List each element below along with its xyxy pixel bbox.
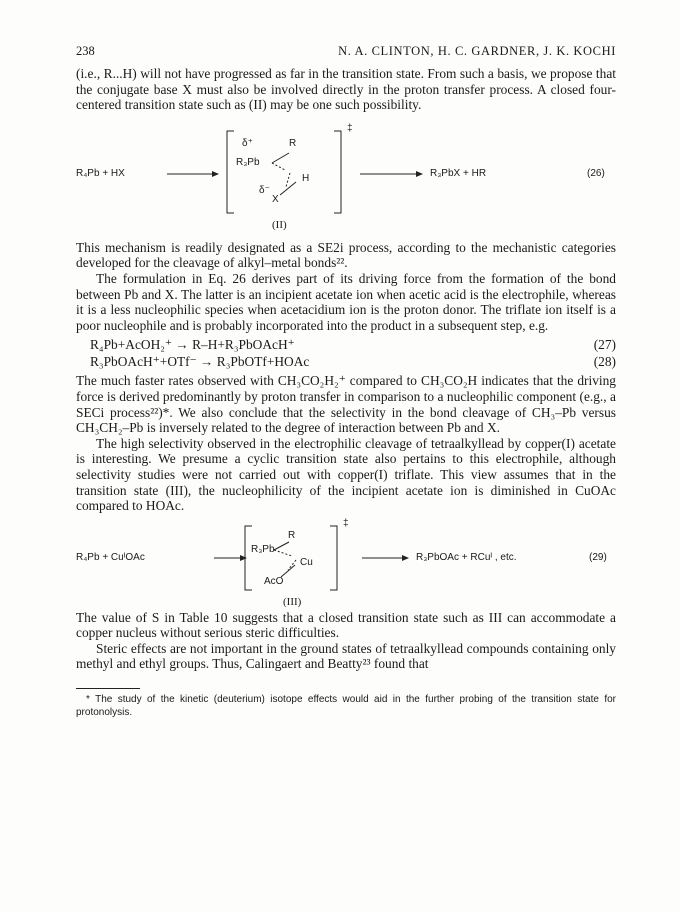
- equation-27-number: (27): [593, 337, 616, 353]
- scheme-26-dagger: ‡: [347, 122, 353, 134]
- scheme-26-h: H: [302, 172, 310, 184]
- page: [76, 44, 616, 719]
- scheme-29-cu: Cu: [300, 556, 313, 568]
- paragraph-2: This mechanism is readily designated as a SE2i process, according to the mechanistic categories developed for the cleavage of alkyl–metal bonds²².: [76, 239, 616, 271]
- page-number: 238: [76, 44, 95, 58]
- equation-28-number: (28): [593, 354, 616, 370]
- equation-27: [76, 337, 616, 354]
- scheme-26-equation-number: (26): [587, 167, 605, 179]
- scheme-26-x: X: [272, 193, 279, 205]
- equation-28: [76, 354, 616, 371]
- scheme-29-r: R: [288, 529, 296, 541]
- scheme-29-products: R₃PbOAc + RCuᴵ , etc.: [416, 551, 517, 563]
- equation-28-text: R₃PbOAcH⁺+OTf⁻ → R₃PbOTf+HOAc: [90, 354, 310, 370]
- scheme-26-r3pb: R₃Pb: [236, 156, 260, 168]
- scheme-26-delta-minus: δ⁻: [259, 184, 270, 196]
- running-header-authors: N. A. CLINTON, H. C. GARDNER, J. K. KOCHI: [338, 44, 616, 58]
- paragraph-6: The value of S in Table 10 suggests that a closed transition state such as III can accommodate a copper nucleus without serious steric difficulties.: [76, 609, 616, 641]
- scheme-29-label: (III): [283, 595, 302, 608]
- scheme-26-reactants: R₄Pb + HX: [76, 167, 125, 179]
- paragraph-3: The formulation in Eq. 26 derives part of its driving force from the formation of the bond between Pb and X. The latter is an incipient acetate ion when acetic acid is the electrophile, whereas it is a less nucleophilic species when acetacidium ion is the proton donor. The triflate ion itself is a poor nucleophile and is probably incorporated into the product in a subsequent step, e.g.: [76, 270, 616, 333]
- equation-27-text: R₄Pb+AcOH₂⁺ → R–H+R₃PbOAcH⁺: [90, 337, 295, 353]
- paragraph-7: Steric effects are not important in the ground states of tetraalkyllead compounds containing only methyl and ethyl groups. Thus, Calingaert and Beatty²³ found that: [76, 640, 616, 672]
- footnote: * The study of the kinetic (deuterium) isotope effects would aid in the further probing of the transition state for protonolysis.: [76, 694, 616, 719]
- scheme-29-reactants: R₄Pb + CuᴵOAc: [76, 551, 145, 563]
- scheme-26-r: R: [289, 137, 297, 149]
- scheme-29: [76, 518, 616, 610]
- scheme-26-label: (II): [272, 218, 287, 231]
- scheme-26-delta-plus: δ⁺: [242, 137, 253, 149]
- scheme-29-equation-number: (29): [589, 551, 607, 563]
- scheme-29-lines: [76, 518, 616, 610]
- paragraph-5: The high selectivity observed in the electrophilic cleavage of tetraalkyllead by copper(I) acetate is interesting. We presume a cyclic transition state also pertains to this electrophile, although selectivity studies were not carried out with copper(I) triflate. This view assumes that in the transition state (III), the nucleophilicity of the incipient acetate ion is diminished in CuOAc compared to HOAc.: [76, 435, 616, 514]
- running-header: [76, 44, 616, 66]
- paragraph-1: (i.e., R...H) will not have progressed as far in the transition state. From such a basis, we propose that the conjugate base X must also be involved directly in the proton transfer process. A closed four-centered transition state such as (II) may be one such possibility.: [76, 66, 616, 113]
- footnote-rule: [76, 688, 140, 689]
- scheme-29-aco: AcO: [264, 575, 284, 587]
- scheme-29-dagger: ‡: [343, 517, 349, 529]
- scheme-26-lines: [76, 115, 616, 240]
- paragraph-4: The much faster rates observed with CH₃CO₂H₂⁺ compared to CH₃CO₂H indicates that the driving force is derived predominantly by proton transfer in comparison to a nucleophilic component (e.g., a SECi process²²)*. We also conclude that the selectivity in the bond cleavage of CH₃–Pb versus CH₃CH₂–Pb is inversely related to the degree of interaction between Pb and X.: [76, 373, 616, 436]
- scheme-26: [76, 115, 616, 240]
- scheme-26-products: R₃PbX + HR: [430, 167, 487, 179]
- scheme-29-r3pb: R₃Pb: [251, 543, 275, 555]
